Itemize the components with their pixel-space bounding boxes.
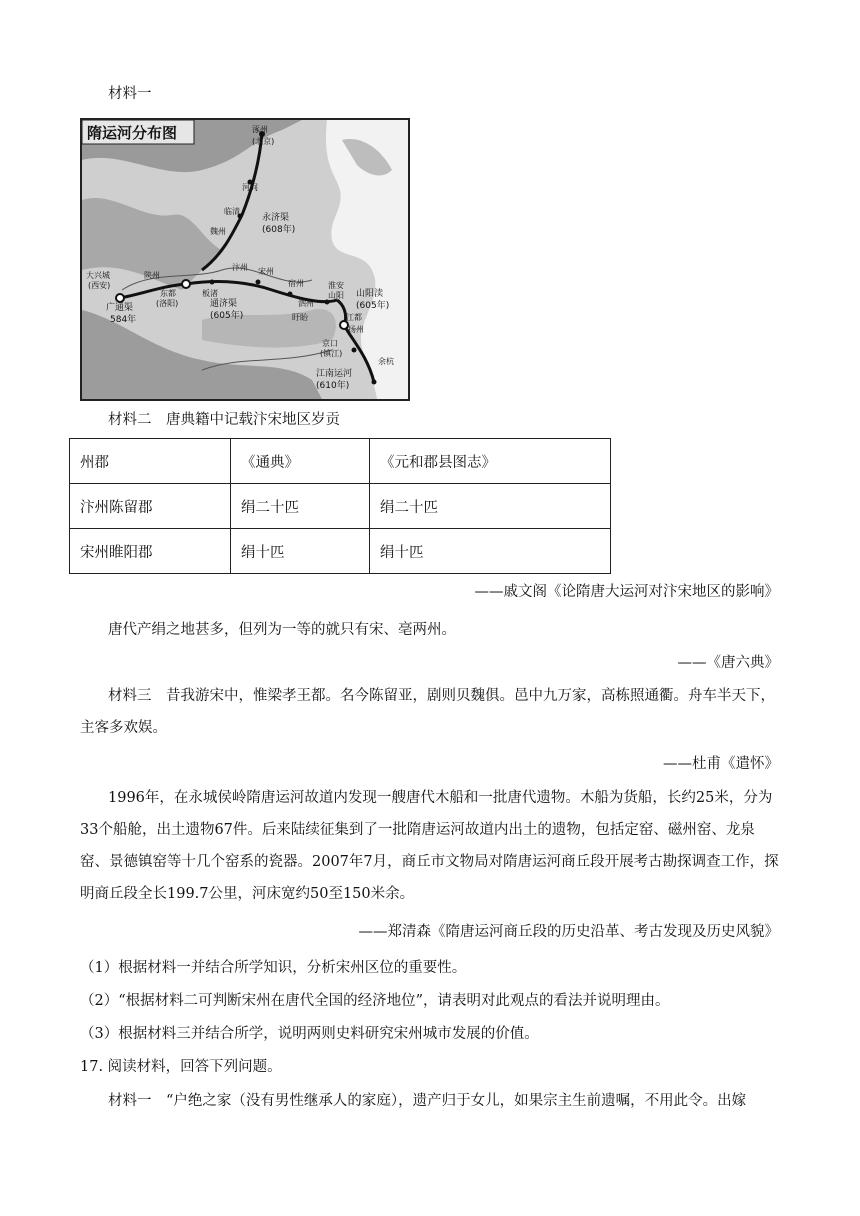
- map-label-songzhou: 宋州: [258, 267, 274, 276]
- table-cell: 绢二十匹: [370, 484, 611, 529]
- map-label-jiangdu: 江都: [346, 313, 362, 322]
- map-label-suzhou: 宿州: [288, 279, 304, 288]
- source-citation: ——郑清森《隋唐运河商丘段的历史沿革、考古发现及历史风貌》: [358, 924, 779, 940]
- map-label-guangtongqu: 广通渠: [106, 303, 134, 313]
- source-citation: ——杜甫《遣怀》: [663, 756, 779, 772]
- map-label-hejian: 河间: [242, 183, 258, 192]
- map-label-huaiyin: 淮安: [328, 281, 344, 290]
- map-label-xuyi: 盱眙: [292, 313, 308, 322]
- table-header-cell: 《通典》: [231, 439, 370, 484]
- question-3: （3）根据材料三并结合所学，说明两则史料研究宋州城市发展的价值。: [80, 1026, 539, 1042]
- table-cell: 绢十匹: [370, 529, 611, 574]
- map-title: 隋运河分布图: [87, 124, 178, 142]
- archaeology-paragraph: 1996年，在永城侯岭隋唐运河故道内发现一艘唐代木船和一批唐代遗物。木船为货船，长约25米，分为33个船舱，出土遗物67件。后来陆续征集到了一批隋唐运河故道内出土的遗物，包括定窑、磁州窑、龙泉窑、景德镇窑等十几个窑系的瓷器。2007年7月，商丘市文物局对隋唐运河商丘段开展考古勘探调查工作，探明商丘段全长199.7公里，河床宽约50至150米余。: [80, 790, 779, 902]
- question-17-material1: 材料一 “户绝之家（没有男性继承人的家庭），遗产归于女儿，如果宗主生前遗嘱，不用此令。出嫁: [108, 1093, 747, 1109]
- map-label-guangtongqu-year: 584年: [110, 315, 137, 325]
- map-label-banzhu: 板渚: [202, 289, 218, 298]
- table-cell: 宋州睢阳郡: [70, 529, 231, 574]
- map-label-zhuojun: 涿州: [252, 125, 268, 134]
- table-header-cell: 《元和郡县图志》: [370, 439, 611, 484]
- map-label-zhenjiang: (镇江): [320, 349, 343, 358]
- question-1: （1）根据材料一并结合所学知识，分析宋州区位的重要性。: [80, 960, 467, 976]
- table-cell: 汴州陈留郡: [70, 484, 231, 529]
- map-label-shanyang: 山阳: [328, 291, 344, 300]
- map-label-jiangnanhe-year: (610年): [316, 381, 350, 391]
- table-row: [70, 529, 611, 574]
- map-label-yuhang: 余杭: [378, 357, 394, 366]
- map-label-yongjiqu: 永济渠: [262, 213, 290, 223]
- map-label-shanyangdu-year: (605年): [356, 301, 390, 311]
- material1-label: 材料一: [108, 86, 152, 102]
- table-cell: 绢二十匹: [231, 484, 370, 529]
- map-label-luoyang-sub: (洛阳): [156, 299, 179, 308]
- map-label-daxing: 大兴城: [86, 271, 110, 280]
- map-label-weizhou: 魏州: [210, 227, 226, 236]
- map-label-tongjiqu-year: (605年): [210, 311, 244, 321]
- source-citation: ——戚文阁《论隋唐大运河对汴宋地区的影响》: [474, 584, 779, 600]
- table-row: [70, 484, 611, 529]
- material3-paragraph: 材料三 昔我游宋中，惟梁孝王都。名今陈留亚，剧则贝魏俱。邑中九万家，高栋照通衢。舟车半天下，主客多欢娱。: [80, 688, 775, 736]
- map-label-bianzhou: 汴州: [232, 263, 248, 272]
- map-label-daxing-sub: (西安): [88, 281, 111, 290]
- map-label-sizhou: 泗州: [298, 299, 314, 308]
- table-header-row: [70, 439, 611, 484]
- map-label-jingkou: 京口: [322, 339, 338, 348]
- map-label-luoyang: 东都: [160, 289, 176, 298]
- table-header-cell: 州郡: [70, 439, 231, 484]
- map-label-linqing: 临清: [224, 207, 240, 216]
- map-label-shanzhou: 陕州: [144, 271, 160, 280]
- map-label-jiangnanhe: 江南运河: [316, 369, 353, 379]
- map-label-tongjiqu: 通济渠: [210, 299, 238, 309]
- tribute-table: [69, 438, 611, 574]
- table-cell: 绢十匹: [231, 529, 370, 574]
- tang-line: 唐代产绢之地甚多，但列为一等的就只有宋、亳两州。: [108, 622, 456, 638]
- map-label-yangzhou: 扬州: [348, 325, 364, 334]
- material2-caption: 材料二 唐典籍中记载汴宋地区岁贡: [108, 412, 340, 428]
- map-label-zhuojun-sub: (北京): [252, 137, 275, 146]
- map-label-shanyangdu: 山阳渎: [356, 289, 384, 299]
- source-citation: ——《唐六典》: [677, 655, 779, 671]
- canal-map: [80, 118, 410, 401]
- question-17-heading: 17. 阅读材料，回答下列问题。: [80, 1059, 282, 1075]
- question-2: （2）“根据材料二可判断宋州在唐代全国的经济地位”，请表明对此观点的看法并说明理由。: [80, 993, 670, 1009]
- map-label-yongjiqu-year: (608年): [262, 225, 296, 235]
